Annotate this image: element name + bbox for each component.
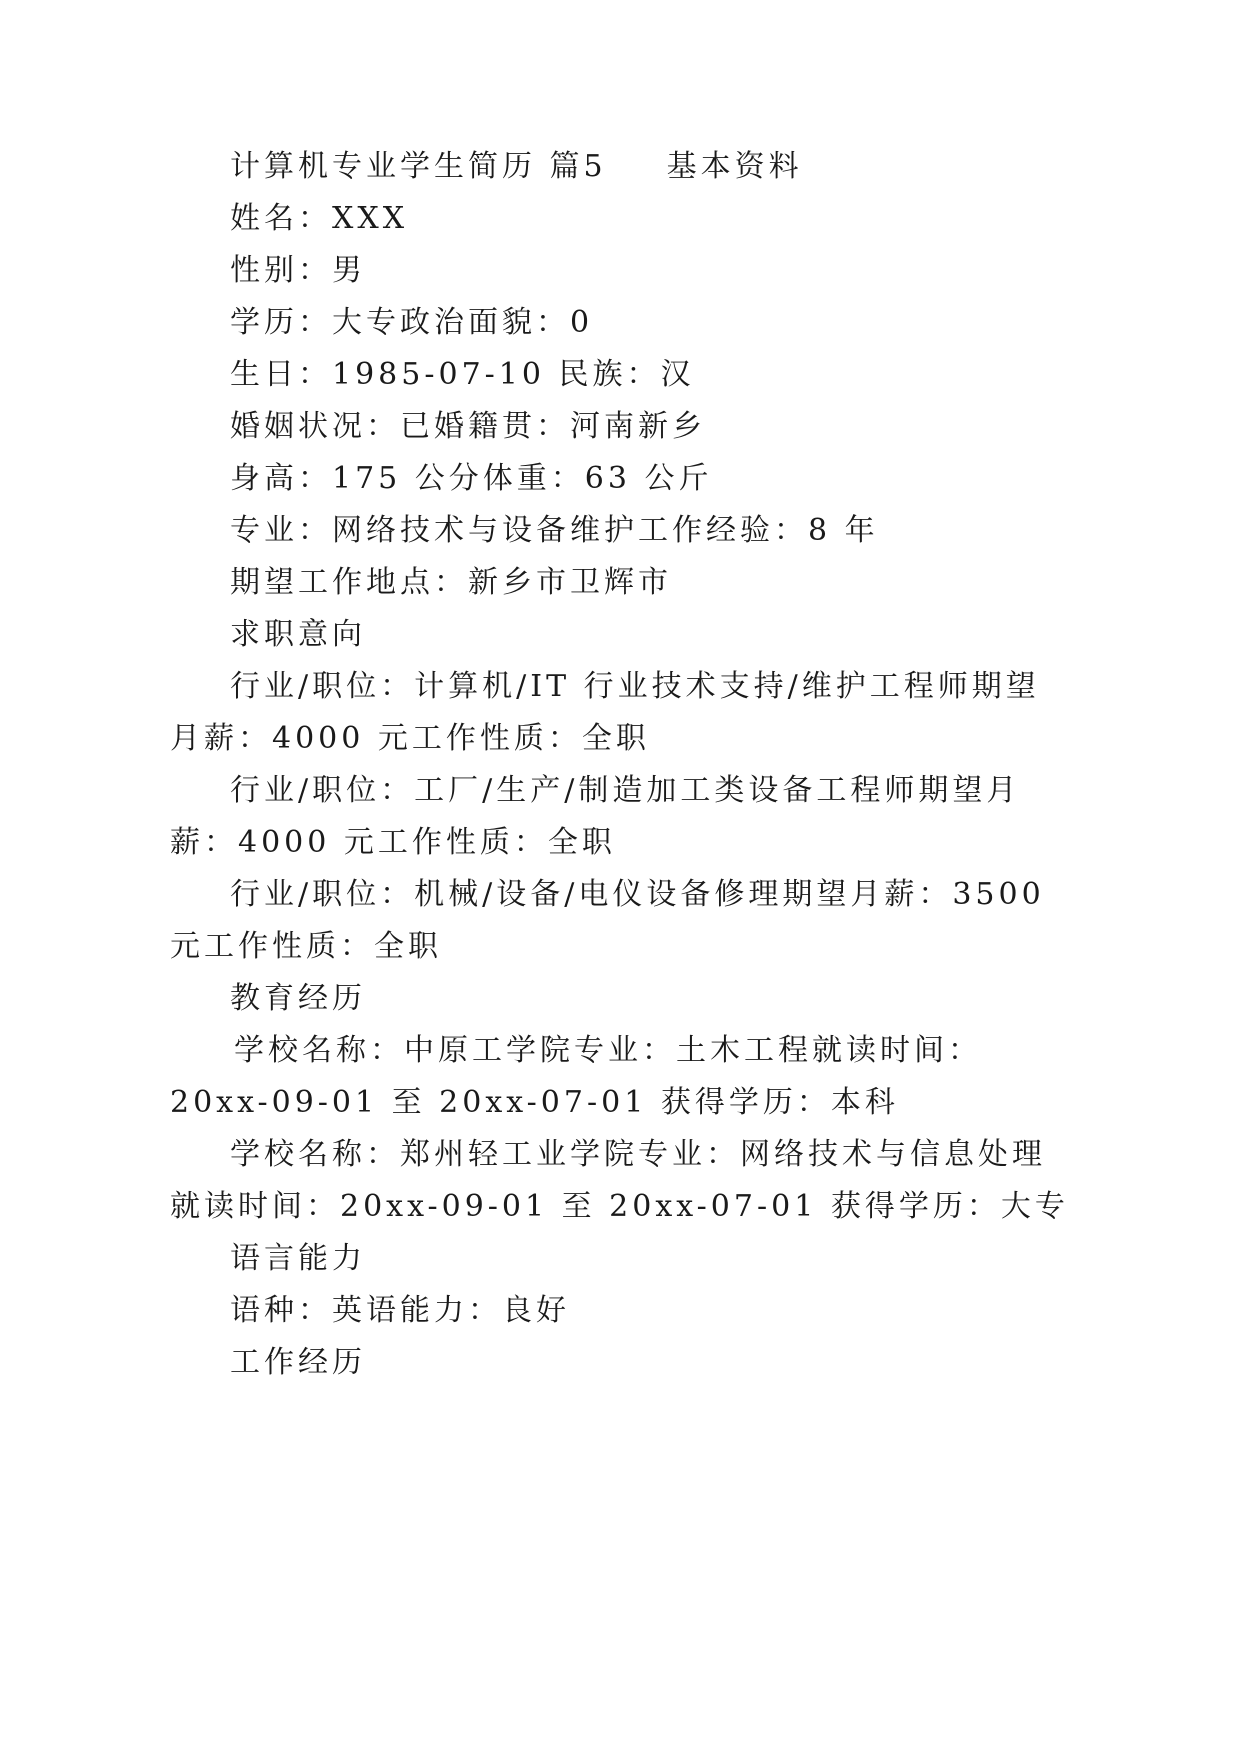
gender-line: 性别：男	[230, 253, 366, 288]
education-2-line1: 学校名称：郑州轻工业学院专业：网络技术与信息处理	[230, 1137, 1046, 1172]
birthday-ethnicity-line: 生日：1985-07-10 民族：汉	[230, 357, 695, 392]
title-line	[230, 147, 803, 187]
job-intent-2-line2: 薪：4000 元工作性质：全职	[170, 825, 616, 860]
height-weight-line: 身高：175 公分体重：63 公斤	[230, 461, 713, 496]
education-1-line2: 20xx-09-01 至 20xx-07-01 获得学历：本科	[170, 1085, 899, 1120]
job-intent-1-line1: 行业/职位：计算机/IT 行业技术支持/维护工程师期望	[230, 669, 1040, 704]
major-experience-line: 专业：网络技术与设备维护工作经验：8 年	[230, 513, 879, 548]
education-1-line1: 学校名称：中原工学院专业：土木工程就读时间：	[234, 1033, 982, 1068]
expected-location-line: 期望工作地点：新乡市卫辉市	[230, 565, 672, 600]
education-heading: 教育经历	[230, 981, 366, 1016]
job-intent-3-line1: 行业/职位：机械/设备/电仪设备修理期望月薪：3500	[230, 877, 1045, 912]
education-2-line2: 就读时间：20xx-09-01 至 20xx-07-01 获得学历：大专	[170, 1189, 1069, 1224]
marital-native-line: 婚姻状况：已婚籍贯：河南新乡	[230, 409, 706, 444]
education-politics-line: 学历：大专政治面貌：0	[230, 305, 594, 340]
job-intent-1-line2: 月薪：4000 元工作性质：全职	[170, 721, 650, 756]
job-intent-2-line1: 行业/职位：工厂/生产/制造加工类设备工程师期望月	[230, 773, 1021, 808]
language-line: 语种：英语能力：良好	[230, 1293, 570, 1328]
resume-title: 计算机专业学生简历 篇5	[230, 149, 607, 184]
work-heading: 工作经历	[230, 1345, 366, 1380]
name-line: 姓名：XXX	[230, 201, 409, 236]
job-intent-heading: 求职意向	[230, 617, 366, 652]
job-intent-3-line2: 元工作性质：全职	[170, 929, 442, 964]
language-heading: 语言能力	[230, 1241, 366, 1276]
basic-info-heading: 基本资料	[666, 149, 803, 184]
